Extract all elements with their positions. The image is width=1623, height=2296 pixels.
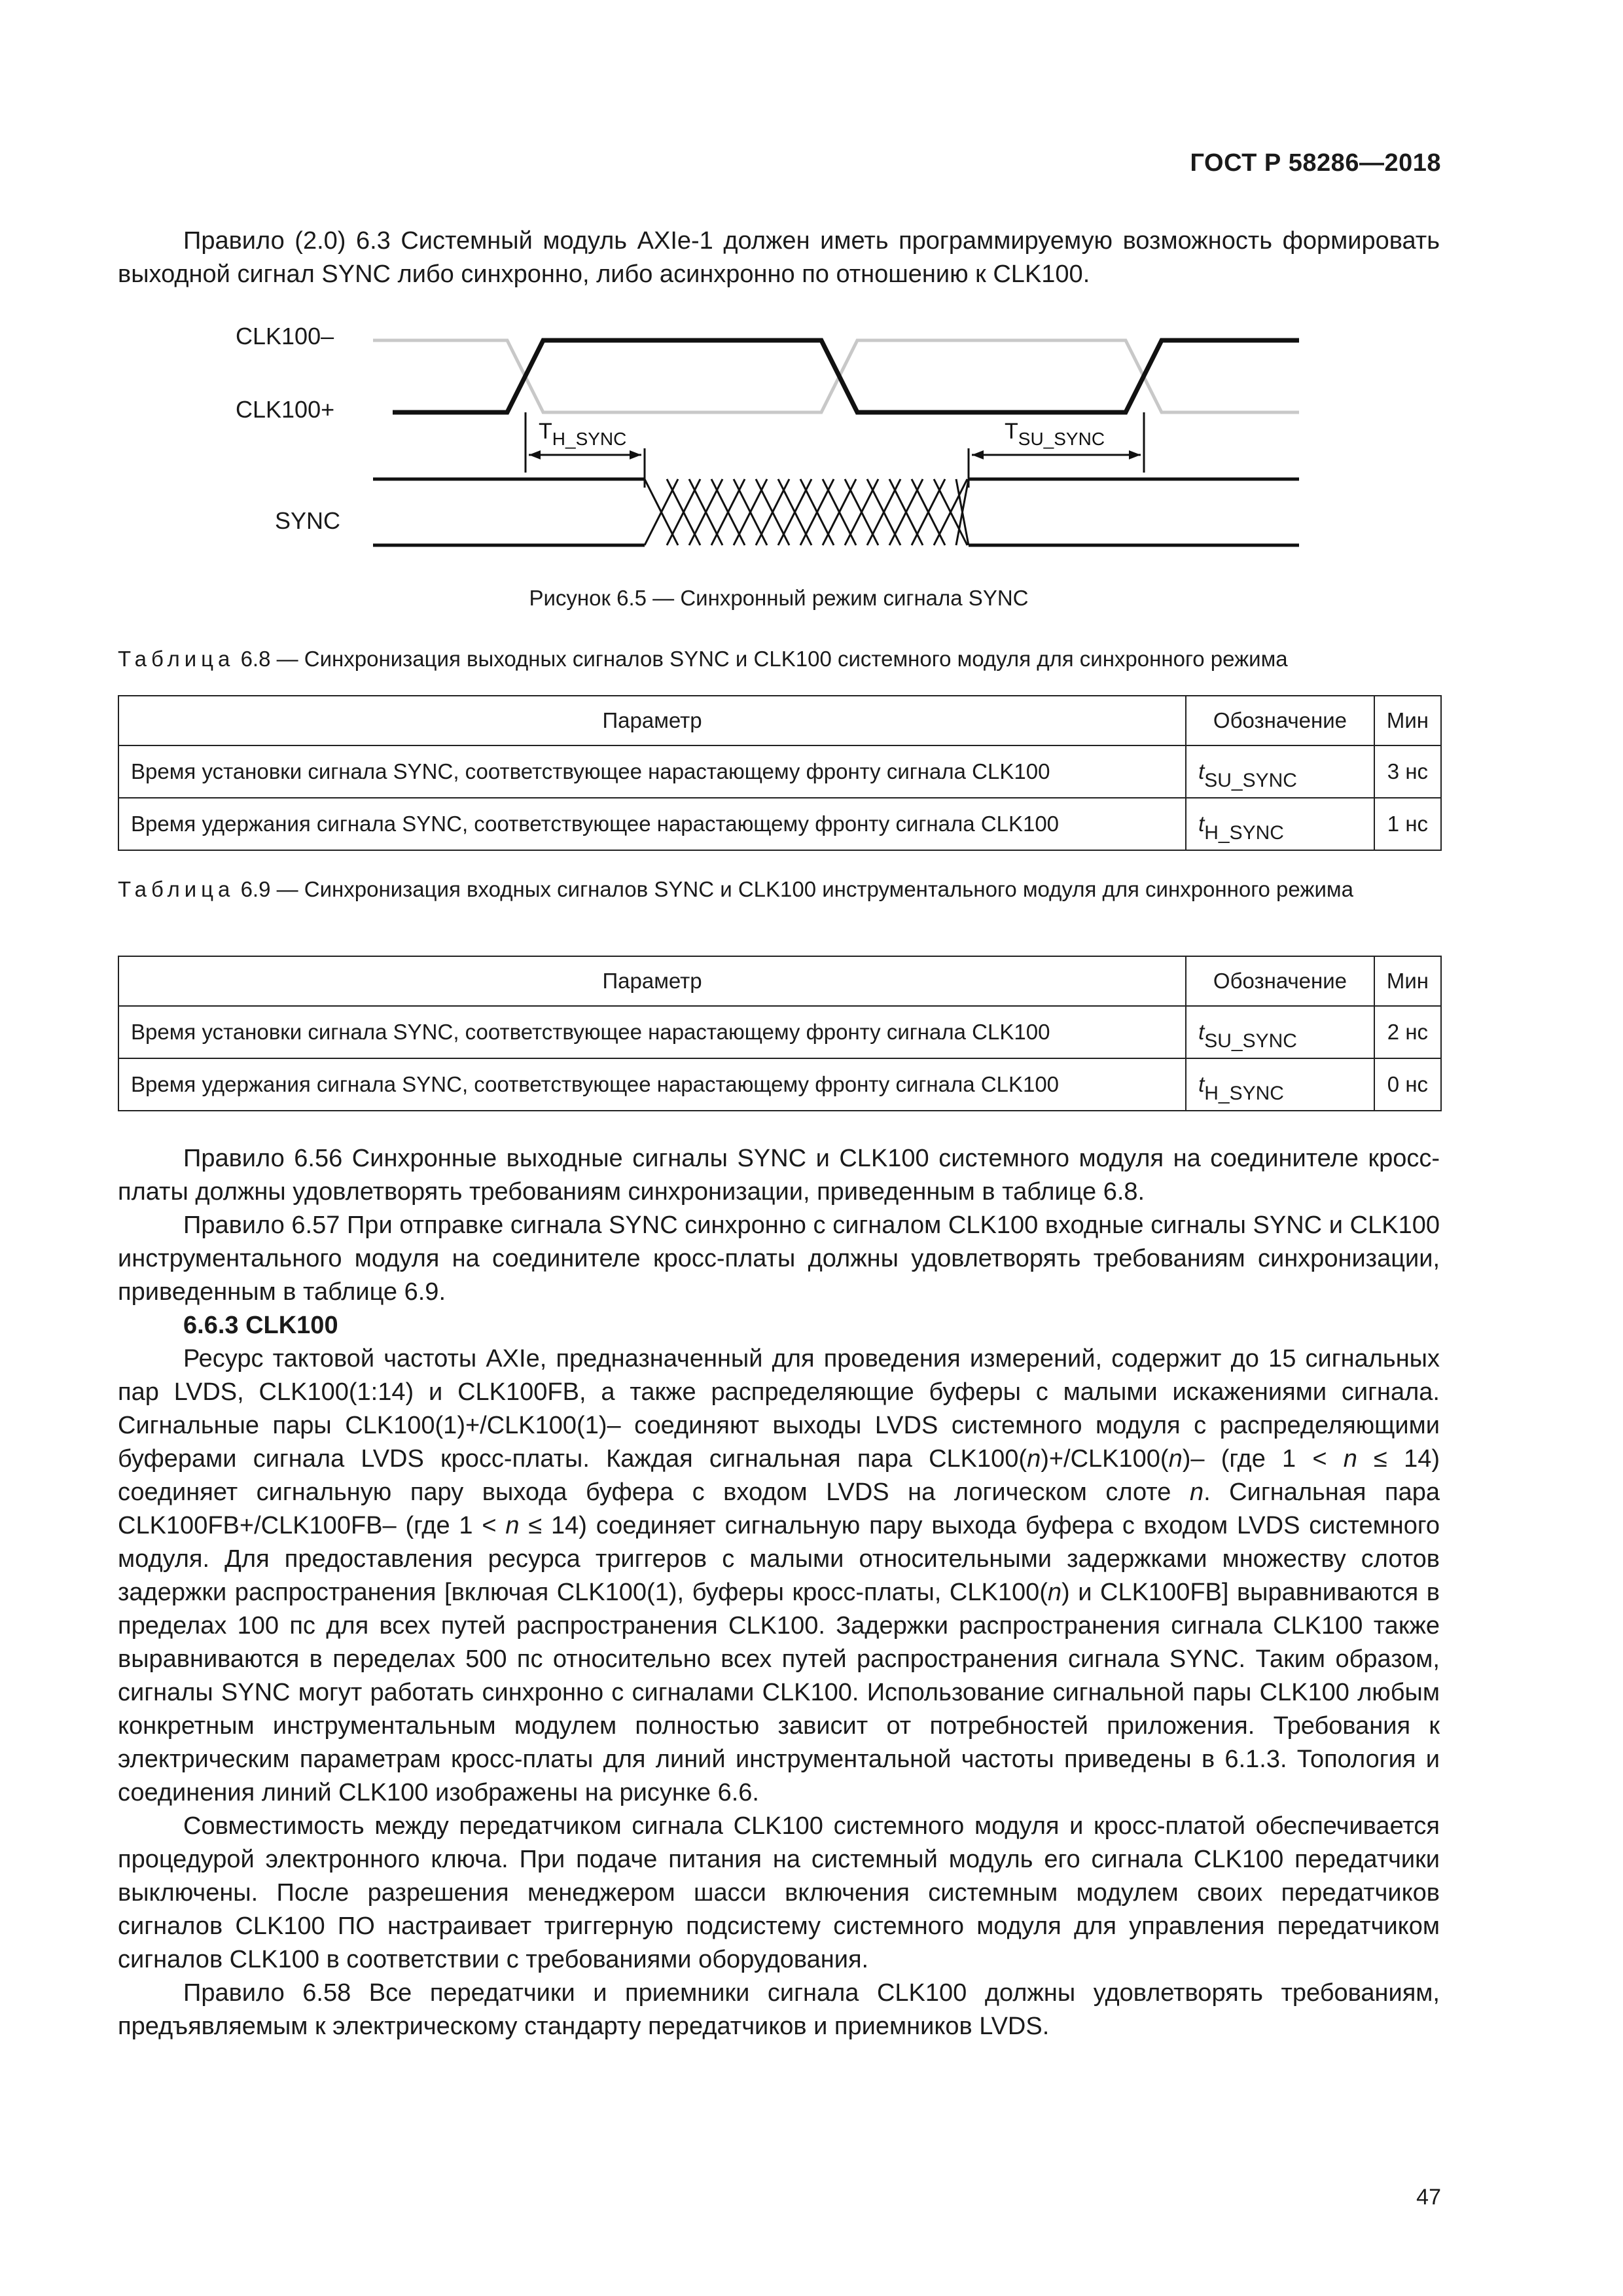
th-arrowhead-left	[529, 450, 541, 459]
header-param: Параметр	[118, 956, 1186, 1006]
row-symbol: tSU_SYNC	[1186, 745, 1374, 798]
section-title: 6.6.3 CLK100	[183, 1312, 338, 1339]
table-header-row	[118, 956, 1441, 1006]
header-symbol: Обозначение	[1186, 696, 1374, 745]
rule-6-3: Правило (2.0) 6.3 Системный модуль AXIe-1 должен иметь программируемую возможность формировать выходной сигнал SYNC либо синхронно, либо асинхронно по отношению к CLK100.	[118, 227, 1440, 288]
row-param: Время установки сигнала SYNC, соответствующее нарастающему фронту сигнала CLK100	[118, 745, 1186, 798]
sync-hatch-lines	[645, 479, 969, 545]
row-param: Время удержания сигнала SYNC, соответствующее нарастающему фронту сигнала CLK100	[118, 798, 1186, 850]
row-param: Время удержания сигнала SYNC, соответствующее нарастающему фронту сигнала CLK100	[118, 1058, 1186, 1111]
tsu-arrowhead-left	[972, 450, 984, 459]
document-header: ГОСТ Р 58286—2018	[1190, 149, 1441, 177]
sync-label: SYNC	[275, 507, 341, 534]
table-header-row	[118, 696, 1441, 745]
row-symbol: tSU_SYNC	[1186, 1006, 1374, 1058]
row-min: 0 нс	[1374, 1058, 1441, 1111]
row-min: 3 нс	[1374, 745, 1441, 798]
th-sync-label: $T_{H\_SYNC}$	[539, 419, 627, 449]
page-number: 47	[1416, 2185, 1441, 2210]
table-6-8-caption-word: Таблица	[118, 647, 235, 671]
table-6-9-caption-text: 6.9 — Синхронизация входных сигналов SYNC и CLK100 инструментального модуля для синхронного режима	[240, 877, 1353, 901]
table-6-9-caption	[118, 875, 1440, 904]
rule-6-58: Правило 6.58 Все передатчики и приемники сигнала CLK100 должны удовлетворять требованиям, предъявляемым к электрическому стандарту передатчиков и приемников LVDS.	[118, 1979, 1440, 2040]
header-symbol: Обозначение	[1186, 956, 1374, 1006]
header-min: Мин	[1374, 956, 1441, 1006]
table-6-8	[118, 695, 1442, 851]
row-symbol: tH_SYNC	[1186, 1058, 1374, 1111]
clk100-paragraph: Ресурс тактовой частоты AXIe, предназначенный для проведения измерений, содержит до 15 сигнальных пар LVDS, CLK100(1:14) и CLK100FB, а также распределяющие буферы с малыми искажениями сигнала. Сигнальные пары CLK100(1)+/CLK100(1)– соединяют выходы LVDS системного модуля с распределяющими буферами сигнала LVDS кросс-платы. Каждая сигнальная пара CLK100(n)+/CLK100(n)– (где 1 < n ≤ 14) соединяет сигнальную пару выхода буфера с входом LVDS на логическом слоте n. Сигнальная пара CLK100FB+/CLK100FB– (где 1 < n ≤ 14) соединяет сигнальную пару выхода буфера с входом LVDS системного модуля. Для предоставления ресурса триггеров с малыми относительными задержками множеству слотов задержки распространения [включая CLK100(1), буферы кросс-платы, CLK100(n) и CLK100FB] выравниваются в пределах 100 пс для всех путей распространения CLK100. Задержки распространения сигнала CLK100 также выравниваются в переделах 500 пс относительно всех путей распространения сигнала SYNC. Таким образом, сигналы SYNC могут работать синхронно с сигналами CLK100. Использование сигнальной пары CLK100 любым конкретным инструментальным модулем полностью зависит от потребностей приложения. Требования к электрическим параметрам кросс-платы для линий инструментальной частоты приведены в 6.1.3. Топология и соединения линий CLK100 изображены на рисунке 6.6.	[118, 1345, 1440, 1806]
table-6-8-caption	[118, 645, 1440, 673]
rule-6-57: Правило 6.57 При отправке сигнала SYNC синхронно с сигналом CLK100 входные сигналы SYNC и CLK100 инструментального модуля на соединителе кросс-платы должны удовлетворять требованиям синхронизации, приведенным в таблице 6.9.	[118, 1211, 1440, 1306]
table-6-9-caption-word: Таблица	[118, 877, 235, 901]
row-min: 1 нс	[1374, 798, 1441, 850]
tsu-sync-label: $T_{SU\_SYNC}$	[1005, 419, 1105, 449]
row-symbol: tH_SYNC	[1186, 798, 1374, 850]
body-text	[118, 1142, 1440, 2043]
sync-uncertain-region	[645, 479, 969, 545]
rule-6-3-paragraph	[118, 224, 1440, 291]
table-row	[118, 798, 1441, 850]
timing-diagram	[0, 308, 1623, 569]
header-param: Параметр	[118, 696, 1186, 745]
tsu-arrowhead-right	[1129, 450, 1141, 459]
clk-minus-label: CLK100–	[236, 323, 334, 350]
table-row	[118, 1006, 1441, 1058]
row-param: Время установки сигнала SYNC, соответствующее нарастающему фронту сигнала CLK100	[118, 1006, 1186, 1058]
table-6-8-caption-text: 6.8 — Синхронизация выходных сигналов SYNC и CLK100 системного модуля для синхронного режима	[240, 647, 1288, 671]
clk-plus-label: CLK100+	[236, 396, 335, 423]
table-6-9	[118, 956, 1442, 1111]
th-arrowhead-right	[630, 450, 641, 459]
clk-plus-waveform	[393, 340, 1299, 412]
table-row	[118, 1058, 1441, 1111]
table-row	[118, 745, 1441, 798]
rule-6-56: Правило 6.56 Синхронные выходные сигналы SYNC и CLK100 системного модуля на соединителе кросс-платы должны удовлетворять требованиям синхронизации, приведенным в таблице 6.8.	[118, 1145, 1440, 1206]
row-min: 2 нс	[1374, 1006, 1441, 1058]
figure-caption: Рисунок 6.5 — Синхронный режим сигнала SYNC	[529, 586, 1029, 610]
compatibility-paragraph: Совместимость между передатчиком сигнала CLK100 системного модуля и кросс-платой обеспечивается процедурой электронного ключа. При подаче питания на системный модуль его сигнала CLK100 передатчики выключены. После разрешения менеджером шасси включения системным модулем своих передатчиков сигналов CLK100 ПО настраивает триггерную подсистему системного модуля для управления передатчиком сигналов CLK100 в соответствии с требованиями оборудования.	[118, 1812, 1440, 1973]
header-min: Мин	[1374, 696, 1441, 745]
